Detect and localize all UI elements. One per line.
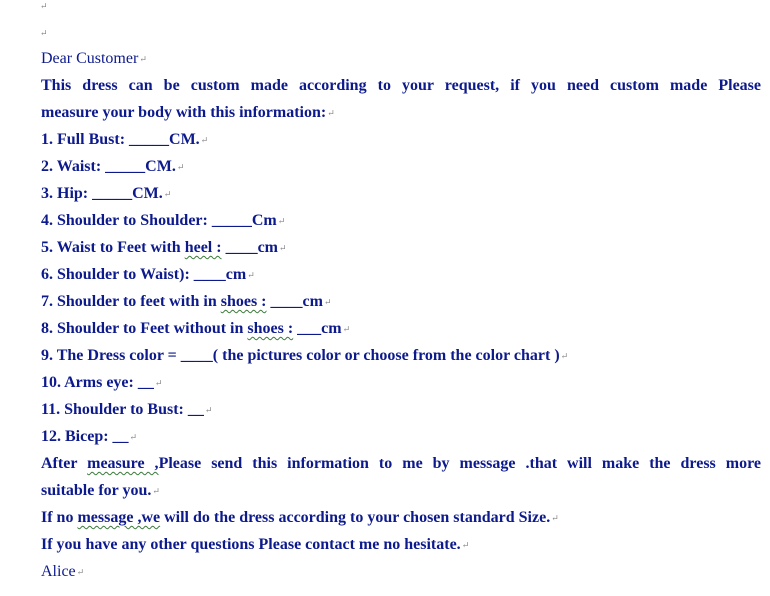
measurement-item <box>41 315 761 342</box>
paragraph-mark-icon: ↵ <box>342 324 351 334</box>
paragraph-mark-icon: ↵ <box>76 567 85 577</box>
signature: Alice <box>41 563 76 580</box>
paragraph-mark-icon: ↵ <box>277 216 286 226</box>
paragraph-mark-icon: ↵ <box>461 540 470 550</box>
measurement-text: 8. Shoulder to Feet without in <box>41 320 248 337</box>
measurement-text: 4. Shoulder to Shoulder: _____Cm <box>41 212 277 229</box>
measurement-text: 9. The Dress color = ____( the pictures color or choose from the color chart ) <box>41 347 560 364</box>
measurement-list <box>41 126 761 450</box>
spellcheck-word: heel : <box>184 239 222 256</box>
paragraph-mark-icon: ↵ <box>176 162 185 172</box>
measurement-text: ____cm <box>266 293 323 310</box>
measurement-text: ___cm <box>293 320 342 337</box>
intro-line <box>41 99 761 126</box>
instruction-text: After <box>41 455 88 472</box>
measurement-item <box>41 288 761 315</box>
instruction-line <box>41 450 761 477</box>
measurement-text: 10. Arms eye: __ <box>41 374 154 391</box>
measurement-item <box>41 234 761 261</box>
measurement-text: 2. Waist: _____CM. <box>41 158 176 175</box>
paragraph-mark-icon: ↵ <box>323 297 332 307</box>
letter-body <box>41 45 761 585</box>
instruction-text: suitable for you. <box>41 482 152 499</box>
spellcheck-word: message ,we <box>77 509 161 526</box>
paragraph-mark-icon: ↵ <box>129 432 138 442</box>
signature-line <box>41 558 761 585</box>
instruction-line <box>41 477 761 504</box>
paragraph-mark-icon: ↵ <box>247 270 255 280</box>
measurement-text: 12. Bicep: __ <box>41 428 129 445</box>
paragraph-mark-icon: ↵ <box>551 513 559 523</box>
measurement-item <box>41 369 761 396</box>
paragraph-mark-icon: ↵ <box>204 405 213 415</box>
spellcheck-word: shoes : <box>247 320 294 337</box>
measurement-text: 5. Waist to Feet with <box>41 239 185 256</box>
paragraph-mark-icon: ↵ <box>152 486 160 496</box>
spellcheck-word: shoes : <box>220 293 267 310</box>
measurement-text: 7. Shoulder to feet with in <box>41 293 221 310</box>
instruction-text: Please send this information to me by message .that will make the dress more <box>158 455 762 472</box>
paragraph-mark-icon: ↵ <box>139 54 147 64</box>
questions-text: If you have any other questions Please contact me no hesitate. <box>41 536 461 553</box>
measurement-text: 6. Shoulder to Waist): ____cm <box>41 266 247 283</box>
paragraph-mark-icon: ↵ <box>40 1 48 11</box>
measurement-item <box>41 153 761 180</box>
paragraph-mark-icon: ↵ <box>327 108 335 118</box>
paragraph-mark-icon: ↵ <box>154 378 163 388</box>
measurement-text: ____cm <box>221 239 278 256</box>
intro-text: measure your body with this information: <box>41 104 327 121</box>
paragraph-mark-icon: ↵ <box>200 135 209 145</box>
spellcheck-word: measure , <box>87 455 159 472</box>
measurement-item <box>41 261 761 288</box>
no-reply-line <box>41 504 761 531</box>
paragraph-mark-icon: ↵ <box>279 243 287 253</box>
measurement-item <box>41 180 761 207</box>
questions-line <box>41 531 761 558</box>
measurement-item <box>41 423 761 450</box>
intro-line <box>41 72 761 99</box>
no-reply-text: If no <box>41 509 78 526</box>
measurement-item <box>41 396 761 423</box>
measurement-item <box>41 342 761 369</box>
greeting-line <box>41 45 761 72</box>
measurement-text: 11. Shoulder to Bust: __ <box>41 401 204 418</box>
measurement-item <box>41 126 761 153</box>
measurement-text: 1. Full Bust: _____CM. <box>41 131 200 148</box>
paragraph-mark-icon: ↵ <box>560 351 569 361</box>
measurement-text: 3. Hip: _____CM. <box>41 185 163 202</box>
measurement-item <box>41 207 761 234</box>
intro-text: This dress can be custom made according to your request, if you need custom made Please <box>41 77 761 94</box>
paragraph-mark-icon: ↵ <box>163 189 172 199</box>
greeting: Dear Customer <box>41 50 139 67</box>
no-reply-text: will do the dress according to your chosen standard Size. <box>160 509 551 526</box>
paragraph-mark-icon: ↵ <box>40 28 48 38</box>
